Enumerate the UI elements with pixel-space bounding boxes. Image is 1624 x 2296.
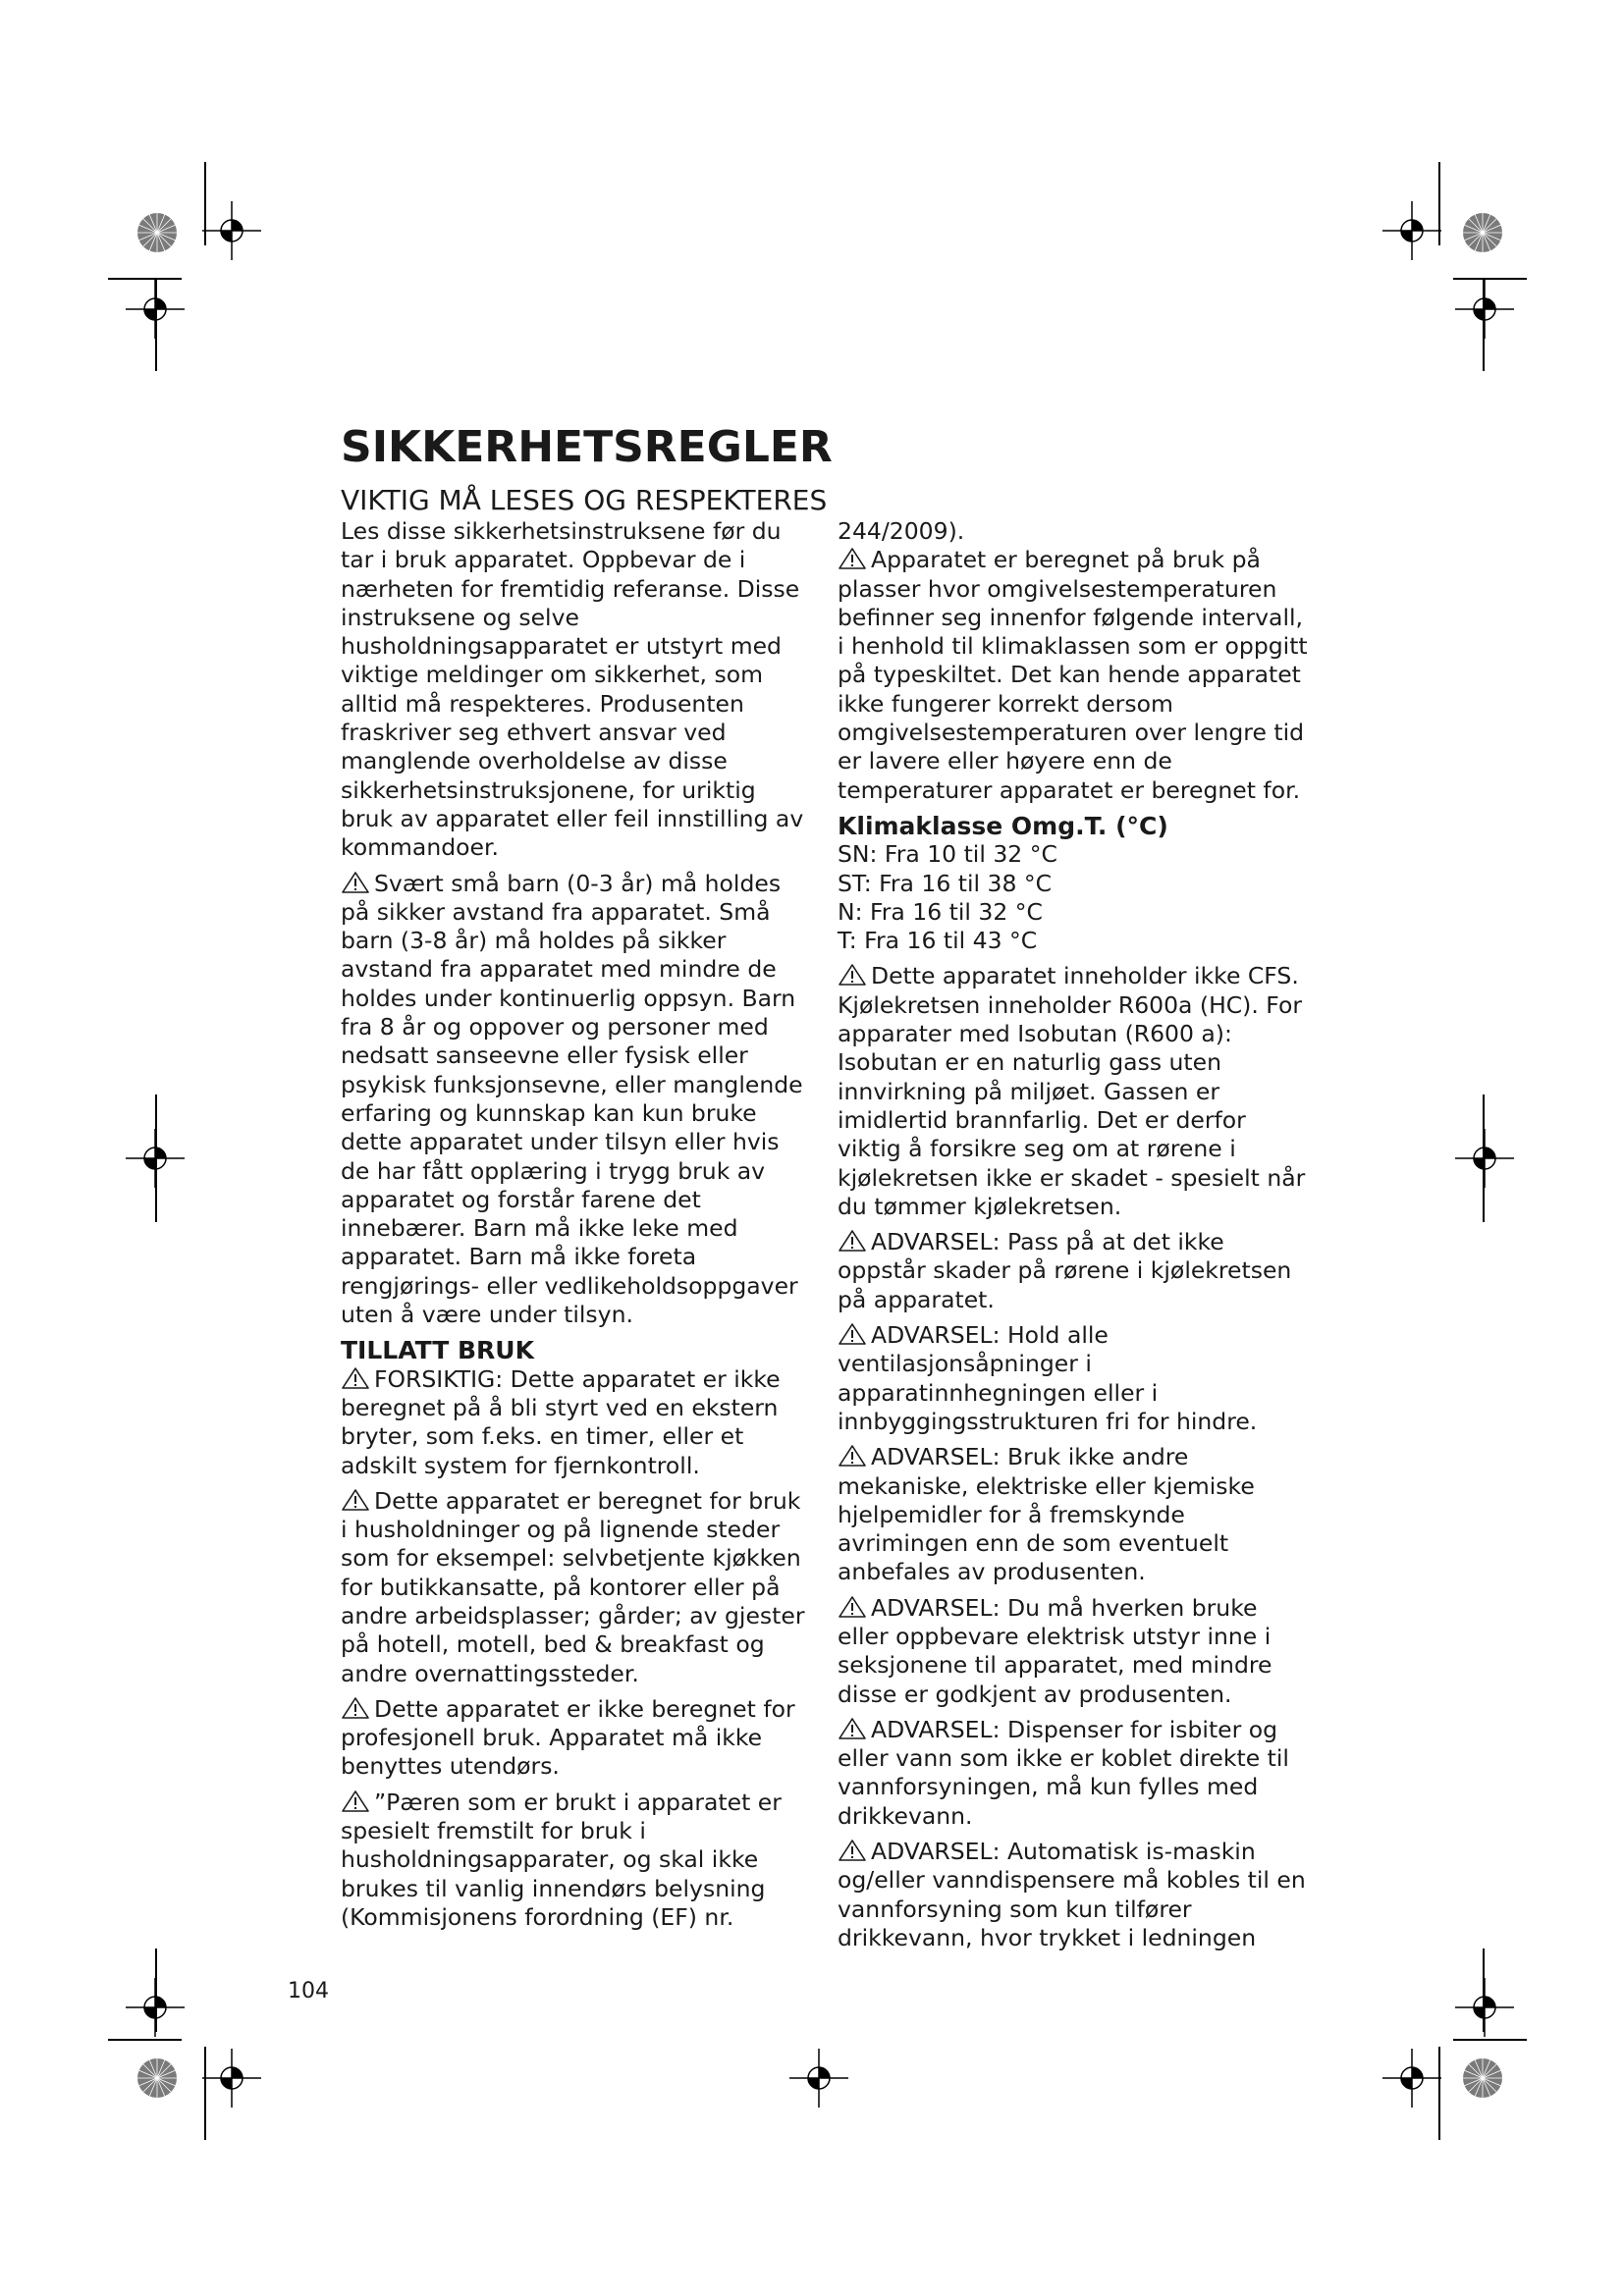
warning-icon <box>838 1717 867 1740</box>
household-use-text: Dette apparatet er beregnet for bruk i husholdninger og på lignende steder som for eksempel: selvbetjente kjøkken for butikkansatte, på kontorer eller på andre arbeidsplasser; gårder; av gjester på hotell, motell, bed & breakfast og andre overnattingssteder. <box>341 1486 805 1687</box>
permitted-use-heading: TILLATT BRUK <box>341 1336 534 1365</box>
warning-icon <box>838 1595 867 1619</box>
crop-line <box>204 162 206 245</box>
mid-right-crosshair-mark <box>1455 1129 1514 1188</box>
refrigerant-paragraph <box>838 962 1311 1221</box>
right-column <box>838 517 1311 1959</box>
warning-dispenser-text: ADVARSEL: Dispenser for isbiter og eller vann som ikke er koblet direkte til vannforsyningen, må kun fylles med drikkevann. <box>838 1715 1289 1830</box>
top-right-crosshair-mark <box>1382 201 1441 260</box>
climate-class-item: T: Fra 16 til 43 °C <box>838 927 1038 955</box>
crop-line <box>155 1949 157 2032</box>
bottom-center-crosshair-mark <box>789 2049 848 2108</box>
not-professional-paragraph <box>341 1695 810 1782</box>
left-column <box>341 517 810 1939</box>
warning-dispenser-paragraph <box>838 1716 1311 1831</box>
caution-paragraph <box>341 1365 810 1480</box>
warning-icon <box>341 1789 370 1813</box>
warning-icemaker-paragraph <box>838 1838 1311 1952</box>
crop-line <box>1438 162 1440 245</box>
bottom-right-starburst-mark <box>1461 2056 1504 2100</box>
crop-line <box>108 278 182 280</box>
top-left-starburst-mark <box>135 211 179 254</box>
bottom-left-crosshair-mark-2 <box>202 2049 261 2108</box>
page-number: 104 <box>288 1979 329 2003</box>
caution-text: FORSIKTIG: Dette apparatet er ikke beregnet på å bli styrt ved en ekstern bryter, som f.eks. en timer, eller et adskilt system for fjernkontroll. <box>341 1364 781 1479</box>
bulb-note-paragraph <box>341 1789 810 1932</box>
ambient-temperature-paragraph <box>838 546 1311 805</box>
warning-pipes-paragraph <box>838 1228 1311 1314</box>
household-use-paragraph <box>341 1487 810 1688</box>
top-right-crosshair-mark-2 <box>1455 280 1514 339</box>
crop-line <box>1483 1095 1485 1222</box>
warning-ventilation-paragraph <box>838 1321 1311 1436</box>
crop-line <box>1453 2039 1527 2041</box>
page-title: SIKKERHETSREGLER <box>341 422 833 472</box>
warning-pipes-text: ADVARSEL: Pass på at det ikke oppstår skader på rørene i kjølekretsen på apparatet. <box>838 1228 1292 1313</box>
page-subtitle: VIKTIG MÅ LESES OG RESPEKTERES <box>341 484 828 516</box>
warning-icon <box>838 963 867 987</box>
bottom-right-crosshair-mark <box>1455 1978 1514 2037</box>
warning-icon <box>341 1366 370 1390</box>
refrigerant-text: Dette apparatet inneholder ikke CFS. Kjølekretsen inneholder R600a (HC). For apparater med Isobutan (R600 a): Isobutan er en naturlig gass uten innvirkning på miljøet. Gassen er imidlertid brannfarlig. Det er derfor viktig å forsikre seg om at rørene i kjølekretsen ikke er skadet - spesielt når du tømmer kjølekretsen. <box>838 962 1306 1220</box>
warning-icon <box>341 871 370 894</box>
warning-electrical-text: ADVARSEL: Du må hverken bruke eller oppbevare elektrisk utstyr inne i seksjonene til apparatet, med mindre disse er godkjent av produsenten. <box>838 1593 1272 1708</box>
not-professional-text: Dette apparatet er ikke beregnet for profesjonell bruk. Apparatet må ikke benyttes utendørs. <box>341 1694 795 1781</box>
warning-icon <box>838 547 867 570</box>
warning-electrical-paragraph <box>838 1594 1311 1709</box>
warning-icon <box>838 1229 867 1253</box>
crop-line <box>1438 2047 1440 2140</box>
ambient-temperature-text: Apparatet er beregnet på bruk på plasser hvor omgivelsestemperaturen befinner seg innenfor følgende intervall, i henhold til klimaklassen som er oppgitt på typeskiltet. Det kan hende apparatet ikke fungerer korrekt dersom omgivelsestemperaturen over lengre tid er lavere eller høyere enn de temperaturer apparatet er beregnet for. <box>838 546 1308 804</box>
crop-line <box>204 2047 206 2140</box>
crop-line <box>1453 278 1527 280</box>
warning-ventilation-text: ADVARSEL: Hold alle ventilasjonsåpninger i apparatinnhegningen eller i innbyggingsstrukturen fri for hindre. <box>838 1321 1258 1435</box>
crop-line <box>108 2039 182 2041</box>
crop-line <box>155 1095 157 1222</box>
warning-icon <box>838 1322 867 1346</box>
crop-line <box>155 278 157 371</box>
intro-paragraph: Les disse sikkerhetsinstruksene før du tar i bruk apparatet. Oppbevar de i nærheten for fremtidig referanse. Disse instruksene og selve husholdningsapparatet er utstyrt med viktige meldinger om sikkerhet, som alltid må respekteres. Produsenten fraskriver seg ethvert ansvar ved manglende overholdelse av disse sikkerhetsinstruksjonene, for uriktig bruk av apparatet eller feil innstilling av kommandoer. <box>341 517 804 862</box>
climate-class-heading: Klimaklasse Omg.T. (°C) <box>838 811 1168 840</box>
warning-icon <box>838 1839 867 1862</box>
top-right-starburst-mark <box>1461 211 1504 254</box>
warning-icon <box>341 1696 370 1720</box>
crop-line <box>1483 1949 1485 2032</box>
children-warning-text: Svært små barn (0-3 år) må holdes på sikker avstand fra apparatet. Små barn (3-8 år) må holdes på sikker avstand fra apparatet med mindre de holdes under kontinuerlig oppsyn. Barn fra 8 år og oppover og personer med nedsatt sanseevne eller fysisk eller psykisk funksjonsevne, eller manglende erfaring og kunnskap kan kun bruke dette apparatet under tilsyn eller hvis de har fått opplæring i trygg bruk av apparatet og forstår farene det innebærer. Barn må ikke leke med apparatet. Barn må ikke foreta rengjørings- eller vedlikeholdsoppgaver uten å være under tilsyn. <box>341 869 803 1329</box>
warning-icemaker-text: ADVARSEL: Automatisk is-maskin og/eller vanndispensere må kobles til en vannforsyning som kun tilfører drikkevann, hvor trykket i ledningen <box>838 1838 1306 1951</box>
continuation-text: 244/2009). <box>838 517 965 545</box>
warning-defrost-paragraph <box>838 1443 1311 1586</box>
warning-icon <box>838 1444 867 1468</box>
climate-class-list <box>838 840 1311 955</box>
top-left-crosshair-mark <box>202 201 261 260</box>
bottom-right-crosshair-mark-2 <box>1382 2049 1441 2108</box>
children-warning-paragraph <box>341 870 810 1330</box>
warning-icon <box>341 1488 370 1512</box>
crop-line <box>1483 278 1485 371</box>
climate-class-item: SN: Fra 10 til 32 °C <box>838 840 1057 869</box>
warning-defrost-text: ADVARSEL: Bruk ikke andre mekaniske, elektriske eller kjemiske hjelpemidler for å fremskynde avrimingen enn de som eventuelt anbefales av produsenten. <box>838 1443 1255 1586</box>
climate-class-item: ST: Fra 16 til 38 °C <box>838 869 1053 897</box>
climate-class-item: N: Fra 16 til 32 °C <box>838 897 1043 926</box>
bulb-note-text: ”Pæren som er brukt i apparatet er spesielt fremstilt for bruk i husholdningsapparater, og skal ikke brukes til vanlig innendørs belysning (Kommisjonens forordning (EF) nr. <box>341 1788 782 1931</box>
bottom-left-starburst-mark <box>135 2056 179 2100</box>
